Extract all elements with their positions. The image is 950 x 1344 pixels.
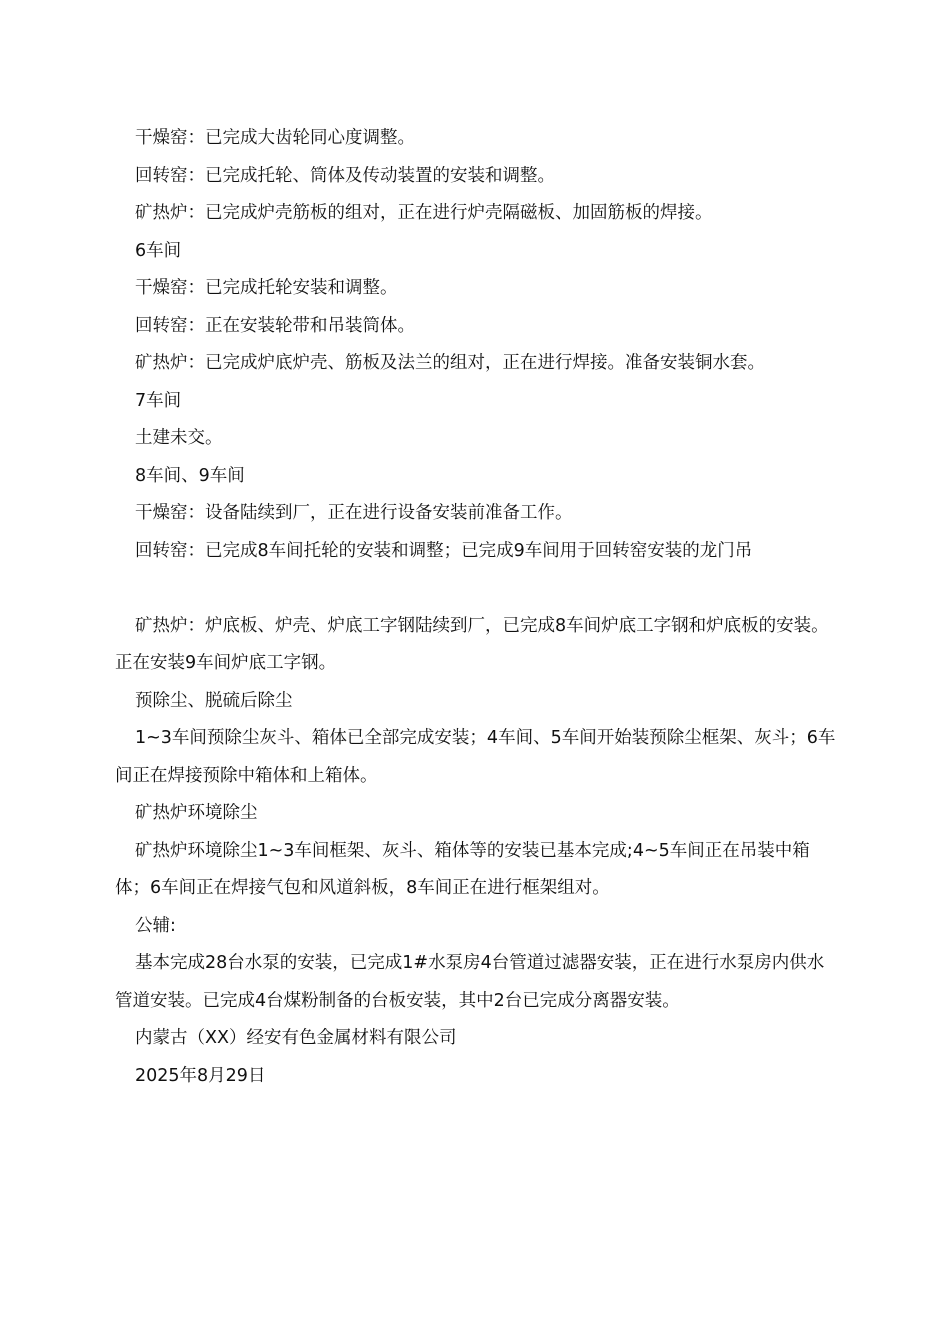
heading-furnace-env-dust: 矿热炉环境除尘 xyxy=(135,803,258,823)
heading-pre-dust-removal: 预除尘、脱硫后除尘 xyxy=(135,690,293,711)
paragraph-utilities: 基本完成28台水泵的安装，已完成1#水泵房4台管道过滤器安装，正在进行水泵房内供水管道安装。已完成4台煤粉制备的台板安装，其中2台已完成分离器安装。 xyxy=(115,953,825,1011)
paragraph-6-ore-furnace: 矿热炉：已完成炉底炉壳、筋板及法兰的组对，正在进行焊接。准备安装铜水套。 xyxy=(135,353,765,373)
paragraph-rotary-kiln-roller: 回转窑：已完成托轮、筒体及传动装置的安装和调整。 xyxy=(135,165,555,186)
blank-line xyxy=(115,570,840,608)
paragraph-dryer-kiln-gear: 干燥窑：已完成大齿轮同心度调整。 xyxy=(135,128,415,148)
heading-workshop-8-9: 8车间、9车间 xyxy=(135,465,245,486)
heading-utilities: 公辅: xyxy=(135,915,176,936)
paragraph-8-9-rotary-kiln: 回转窑：已完成8车间托轮的安装和调整；已完成9车间用于回转窑安装的龙门吊 xyxy=(135,540,753,561)
document-body xyxy=(115,120,840,1095)
heading-workshop-6: 6车间 xyxy=(135,240,182,261)
paragraph-pre-dust-removal: 1~3车间预除尘灰斗、箱体已全部完成安装；4车间、5车间开始装预除尘框架、灰斗；6车间正在焊接预除中箱体和上箱体。 xyxy=(115,728,836,786)
paragraph-6-dryer-kiln: 干燥窑：已完成托轮安装和调整。 xyxy=(135,278,398,298)
signature-company: 内蒙古（XX）经安有色金属材料有限公司 xyxy=(135,1028,457,1048)
paragraph-6-rotary-kiln: 回转窑：正在安装轮带和吊装筒体。 xyxy=(135,315,415,336)
paragraph-8-9-ore-furnace: 矿热炉：炉底板、炉壳、炉底工字钢陆续到厂，已完成8车间炉底工字钢和炉底板的安装。正在安装9车间炉底工字钢。 xyxy=(115,615,829,673)
heading-workshop-7: 7车间 xyxy=(135,390,182,411)
paragraph-ore-furnace-shell: 矿热炉：已完成炉壳筋板的组对，正在进行炉壳隔磁板、加固筋板的焊接。 xyxy=(135,203,713,223)
paragraph-furnace-env-dust: 矿热炉环境除尘1~3车间框架、灰斗、箱体等的安装已基本完成;4~5车间正在吊装中箱体；6车间正在焊接气包和风道斜板，8车间正在进行框架组对。 xyxy=(115,840,810,898)
signature-date: 2025年8月29日 xyxy=(135,1065,266,1086)
paragraph-7-civil: 土建未交。 xyxy=(135,428,223,448)
paragraph-8-9-dryer-kiln: 干燥窑：设备陆续到厂，正在进行设备安装前准备工作。 xyxy=(135,503,573,523)
